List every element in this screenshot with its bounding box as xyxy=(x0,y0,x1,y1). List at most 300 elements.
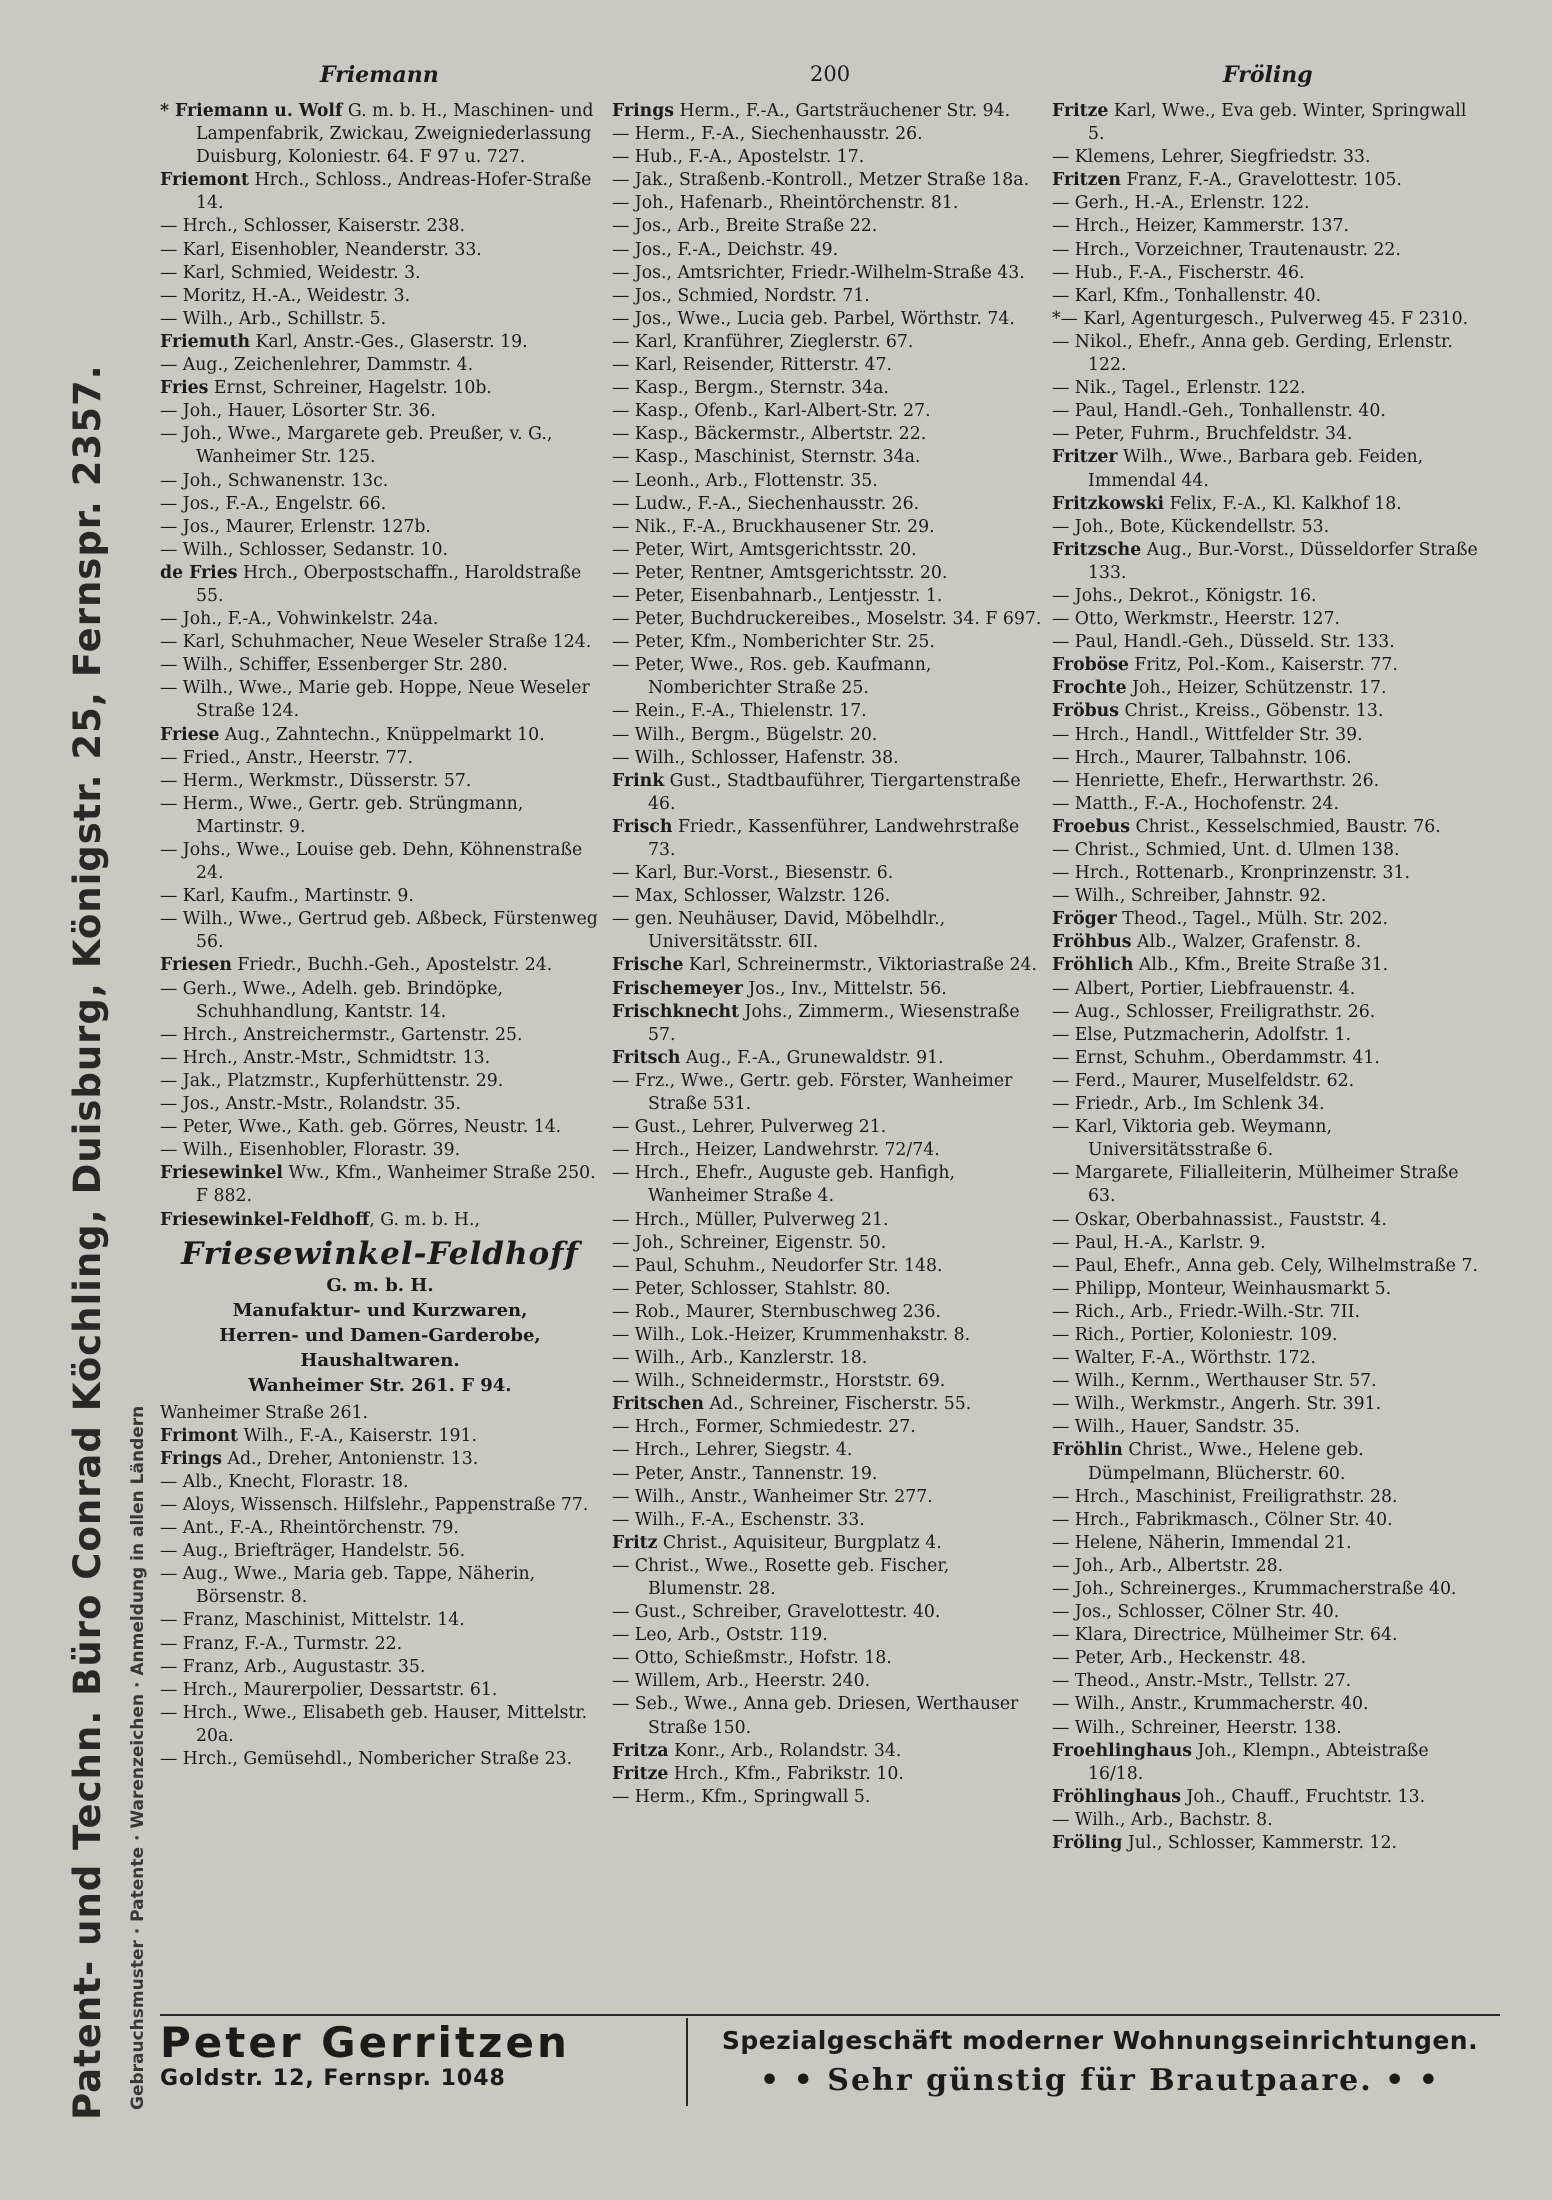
entry-details: — Peter, Rentner, Amtsgerichtsstr. 20. xyxy=(612,562,948,583)
directory-entry xyxy=(160,793,600,839)
directory-entry xyxy=(160,1162,600,1208)
entry-details: — Karl, Schmied, Weidestr. 3. xyxy=(160,262,421,283)
directory-entry xyxy=(612,862,1044,885)
directory-entry xyxy=(612,1255,1044,1278)
entry-details: — Herm., Wwe., Gertr. geb. Strüngmann, Martinstr. 9. xyxy=(160,793,524,837)
directory-entry xyxy=(1052,1393,1484,1416)
entry-details: — Otto, Schießmstr., Hofstr. 18. xyxy=(612,1648,892,1669)
directory-entry xyxy=(1052,308,1484,331)
entry-details: — Hrch., Vorzeichner, Trautenaustr. 22. xyxy=(1052,239,1401,260)
directory-entry xyxy=(1052,1001,1484,1024)
directory-entry xyxy=(1052,677,1484,700)
entry-surname: Fritze xyxy=(1052,101,1109,121)
entry-surname: Frings xyxy=(160,1448,223,1469)
directory-entry xyxy=(1052,1024,1484,1047)
directory-entry xyxy=(160,677,600,723)
entry-details: — Wilh., Arb., Bachstr. 8. xyxy=(1052,1809,1273,1830)
entry-details: — Joh., Hafenarb., Rheintörchenstr. 81. xyxy=(612,193,959,214)
ad-line: Herren- und Damen-Garderobe, xyxy=(219,1324,541,1346)
entry-details: Ww., Kfm., Wanheimer Straße 250. F 882. xyxy=(196,1163,596,1207)
entry-details: — Leo, Arb., Oststr. 119. xyxy=(612,1625,828,1646)
entry-details: — Peter, Wwe., Ros. geb. Kaufmann, Nomberichter Straße 25. xyxy=(612,655,932,699)
entry-details: Jul., Schlosser, Kammerstr. 12. xyxy=(1122,1833,1397,1854)
directory-entry xyxy=(612,1001,1044,1047)
directory-entry xyxy=(160,724,600,747)
directory-entry xyxy=(160,1540,600,1563)
entry-details: G. m. b. H., Maschinen- und Lampenfabrik, Zwickau, Zweigniederlassung Duisburg, Koloniestr. 64. F 97 u. 727. xyxy=(196,101,594,168)
directory-entry xyxy=(160,978,600,1024)
directory-entry xyxy=(1052,1693,1484,1716)
entry-details: — Hrch., Former, Schmiedestr. 27. xyxy=(612,1417,916,1438)
directory-entry xyxy=(160,1093,600,1116)
directory-entry xyxy=(160,1563,600,1609)
directory-entry xyxy=(160,954,600,977)
entry-surname: Fröling xyxy=(1052,1833,1123,1854)
directory-entry xyxy=(612,700,1044,723)
directory-entry xyxy=(1052,1232,1484,1255)
entry-details: Theod., Tagel., Mülh. Str. 202. xyxy=(1116,909,1388,930)
entry-details: Ad., Dreher, Antonienstr. 13. xyxy=(222,1448,479,1469)
entry-details: — Hrch., Gemüsehdl., Nombericher Straße 23. xyxy=(160,1749,573,1769)
entry-details: Johs., Zimmerm., Wiesenstraße 57. xyxy=(648,1001,1020,1045)
entry-surname: Friesewinkel xyxy=(160,1163,283,1184)
entry-details: — Peter, Schlosser, Stahlstr. 80. xyxy=(612,1278,891,1299)
ad-line: G. m. b. H. xyxy=(326,1274,434,1296)
entry-details: Franz, F.-A., Gravelottestr. 105. xyxy=(1121,170,1402,191)
furniture-advertisement xyxy=(700,2026,1500,2106)
directory-entry xyxy=(612,539,1044,562)
directory-entry xyxy=(612,192,1044,215)
entry-details: — Wilh., Wwe., Gertrud geb. Aßbeck, Fürstenweg 56. xyxy=(160,909,598,953)
directory-entry xyxy=(1052,747,1484,770)
directory-entry xyxy=(160,1209,600,1232)
entry-details: — Wilh., Arb., Schillstr. 5. xyxy=(160,308,387,329)
entry-details: *— Karl, Agenturgesch., Pulverweg 45. F 2310. xyxy=(1052,308,1469,329)
entry-details: — Gust., Lehrer, Pulverweg 21. xyxy=(612,1117,887,1138)
directory-entry xyxy=(612,1786,1044,1809)
directory-entry xyxy=(1052,1324,1484,1347)
entry-details: Friedr., Kassenführer, Landwehrstraße 73. xyxy=(648,816,1020,860)
entry-details: — Friedr., Arb., Im Schlenk 34. xyxy=(1052,1094,1325,1115)
entry-details: Wanheimer Straße 261. xyxy=(160,1402,369,1423)
entry-surname: Fröbus xyxy=(1052,701,1119,722)
directory-entry xyxy=(1052,1532,1484,1555)
entry-details: Aug., Bur.-Vorst., Düsseldorfer Straße 133. xyxy=(1088,539,1478,583)
directory-entry xyxy=(612,169,1044,192)
directory-entry xyxy=(1052,1832,1484,1855)
entry-details: — Peter, Buchdruckereibes., Moselstr. 34. F 697. xyxy=(612,609,1042,630)
directory-entry xyxy=(1052,1740,1484,1786)
directory-entry xyxy=(1052,1416,1484,1439)
directory-entry xyxy=(612,516,1044,539)
directory-entry xyxy=(160,239,600,262)
entry-surname: Fritzkowski xyxy=(1052,493,1165,514)
entry-details: Joh., Heizer, Schützenstr. 17. xyxy=(1126,678,1387,699)
directory-entry xyxy=(160,215,600,238)
entry-surname: Fritzsche xyxy=(1052,539,1142,560)
entry-details: — Wilh., Arb., Kanzlerstr. 18. xyxy=(612,1348,868,1369)
directory-entry xyxy=(612,1509,1044,1532)
entry-details: Alb., Kfm., Breite Straße 31. xyxy=(1133,955,1389,976)
entry-details: — Karl, Reisender, Ritterstr. 47. xyxy=(612,355,892,376)
entry-details: — Joh., Hauer, Lösorter Str. 36. xyxy=(160,401,436,422)
entry-details: — Karl, Eisenhobler, Neanderstr. 33. xyxy=(160,239,482,260)
directory-entry xyxy=(1052,1624,1484,1647)
directory-entry xyxy=(612,377,1044,400)
entry-details: — Alb., Knecht, Florastr. 18. xyxy=(160,1471,409,1492)
entry-details: — Joh., Arb., Albertstr. 28. xyxy=(1052,1555,1284,1576)
entry-details: — Christ., Wwe., Rosette geb. Fischer, Blumenstr. 28. xyxy=(612,1555,950,1599)
directory-entry xyxy=(1052,377,1484,400)
entry-surname: Fritschen xyxy=(612,1394,704,1415)
entry-details: Fritz, Pol.-Kom., Kaiserstr. 77. xyxy=(1128,655,1398,676)
entry-details: — gen. Neuhäuser, David, Möbelhdlr., Universitätsstr. 6II. xyxy=(612,909,946,953)
entry-details: — Wilh., Bergm., Bügelstr. 20. xyxy=(612,724,878,745)
entry-details: — Jos., Schmied, Nordstr. 71. xyxy=(612,285,870,306)
entry-details: — Henriette, Ehefr., Herwarthstr. 26. xyxy=(1052,770,1380,791)
entry-surname: Fritzer xyxy=(1052,447,1118,468)
directory-entry xyxy=(612,885,1044,908)
entry-details: — Kasp., Bergm., Sternstr. 34a. xyxy=(612,378,889,399)
entry-details: Jos., Inv., Mittelstr. 56. xyxy=(742,978,947,999)
directory-entry xyxy=(612,1416,1044,1439)
entry-details: Konr., Arb., Rolandstr. 34. xyxy=(668,1740,902,1761)
entry-details: — Hrch., Heizer, Kammerstr. 137. xyxy=(1052,216,1350,237)
directory-entry xyxy=(1052,100,1484,146)
side-ad-main-text: Patent- und Techn. Büro Conrad Köchling, Duisburg, Königstr. 25, Fernspr. 2357. xyxy=(66,364,109,2120)
entry-details: — Klemens, Lehrer, Siegfriedstr. 33. xyxy=(1052,147,1371,168)
directory-entry xyxy=(1052,1717,1484,1740)
directory-entry xyxy=(1052,331,1484,377)
directory-entry xyxy=(1052,700,1484,723)
entry-details: — Hrch., Maurerpolier, Dessartstr. 61. xyxy=(160,1679,498,1700)
directory-entry xyxy=(1052,1301,1484,1324)
directory-entry xyxy=(160,608,600,631)
directory-entry xyxy=(1052,239,1484,262)
directory-entry xyxy=(612,239,1044,262)
directory-entry xyxy=(1052,1370,1484,1393)
entry-details: — Joh., Schreiner, Eigenstr. 50. xyxy=(612,1232,887,1253)
directory-entry xyxy=(612,585,1044,608)
directory-entry xyxy=(1052,978,1484,1001)
entry-surname: Fritz xyxy=(612,1532,658,1553)
entry-details: — Paul, Ehefr., Anna geb. Cely, Wilhelmstraße 7. xyxy=(1052,1255,1478,1276)
entry-surname: Friesewinkel-Feldhoff xyxy=(160,1209,370,1230)
entry-details: — Albert, Portier, Liebfrauenstr. 4. xyxy=(1052,978,1356,999)
entry-details: — Otto, Werkmstr., Heerstr. 127. xyxy=(1052,609,1340,630)
directory-entry xyxy=(1052,400,1484,423)
entry-details: — Peter, Eisenbahnarb., Lentjesstr. 1. xyxy=(612,585,943,606)
directory-entry xyxy=(1052,1786,1484,1809)
entry-surname: Fröger xyxy=(1052,909,1117,930)
directory-entry xyxy=(1052,146,1484,169)
entry-details: — Theod., Anstr.-Mstr., Tellstr. 27. xyxy=(1052,1671,1352,1692)
directory-entry xyxy=(612,215,1044,238)
entry-details: — Max, Schlosser, Walzstr. 126. xyxy=(612,886,891,907)
directory-entry xyxy=(1052,1486,1484,1509)
entry-details: Karl, Wwe., Eva geb. Winter, Springwall 5. xyxy=(1088,101,1467,145)
entry-surname: Frischknecht xyxy=(612,1001,740,1022)
directory-entry xyxy=(612,724,1044,747)
gerritzen-advertisement xyxy=(160,2020,680,2100)
entry-details: — Wilh., Schneidermstr., Horststr. 69. xyxy=(612,1371,946,1392)
directory-entry xyxy=(612,1763,1044,1786)
entry-details: Karl, Anstr.-Ges., Glaserstr. 19. xyxy=(250,331,528,352)
entry-details: — Nik., F.-A., Bruckhausener Str. 29. xyxy=(612,516,935,537)
directory-entry xyxy=(612,262,1044,285)
entry-details: — Walter, F.-A., Wörthstr. 172. xyxy=(1052,1348,1316,1369)
directory-entry xyxy=(612,1209,1044,1232)
directory-entry xyxy=(612,1555,1044,1601)
gerritzen-address: Goldstr. 12, Fernspr. 1048 xyxy=(160,2066,506,2091)
directory-entry xyxy=(160,1609,600,1632)
entry-details: — Jos., Wwe., Lucia geb. Parbel, Wörthstr. 74. xyxy=(612,308,1015,329)
entry-details: Alb., Walzer, Grafenstr. 8. xyxy=(1131,932,1362,953)
directory-entry xyxy=(160,493,600,516)
entry-details: — Karl, Kaufm., Martinstr. 9. xyxy=(160,886,414,907)
directory-entry xyxy=(612,446,1044,469)
directory-entry xyxy=(160,1139,600,1162)
entry-details: — Wilh., F.-A., Eschenstr. 33. xyxy=(612,1509,865,1530)
entry-details: Wilh., F.-A., Kaiserstr. 191. xyxy=(238,1425,477,1446)
entry-details: — Rich., Arb., Friedr.-Wilh.-Str. 7II. xyxy=(1052,1301,1360,1322)
directory-entry xyxy=(160,100,600,169)
directory-entry xyxy=(612,1116,1044,1139)
directory-entry xyxy=(612,331,1044,354)
entry-details: — Nikol., Ehefr., Anna geb. Gerding, Erlenstr. 122. xyxy=(1052,331,1453,376)
entry-details: — Peter, Wwe., Kath. geb. Görres, Neustr. 14. xyxy=(160,1117,562,1138)
entry-details: — Wilh., Kernm., Werthauser Str. 57. xyxy=(1052,1371,1377,1392)
ad-company-name: Friesewinkel-Feldhoff xyxy=(181,1235,579,1272)
directory-entry xyxy=(160,1494,600,1517)
entry-details: — Helene, Näherin, Immendal 21. xyxy=(1052,1532,1352,1553)
directory-entry xyxy=(160,1024,600,1047)
entry-surname: Fröhbus xyxy=(1052,932,1132,953)
entry-details: — Franz, Arb., Augustastr. 35. xyxy=(160,1656,426,1677)
directory-entry xyxy=(612,1439,1044,1462)
entry-details: — Hrch., Anstreichermstr., Gartenstr. 25. xyxy=(160,1024,523,1045)
entry-details: — Aug., Briefträger, Handelstr. 56. xyxy=(160,1541,466,1562)
directory-entry xyxy=(612,354,1044,377)
entry-surname: Frimont xyxy=(160,1425,238,1446)
directory-entry xyxy=(160,1425,600,1448)
column-3-entries xyxy=(1052,100,1484,1855)
column-2 xyxy=(612,100,1044,2080)
directory-entry xyxy=(160,1679,600,1702)
directory-entry xyxy=(612,908,1044,954)
entry-details: — Wilh., Schlosser, Sedanstr. 10. xyxy=(160,539,448,560)
entry-details: — Joh., Schwanenstr. 13c. xyxy=(160,470,389,491)
entry-details: Ernst, Schreiner, Hagelstr. 10b. xyxy=(208,378,492,399)
directory-entry xyxy=(1052,1047,1484,1070)
entry-details: Wilh., Wwe., Barbara geb. Feiden, Immendal 44. xyxy=(1088,447,1424,491)
entry-details: — Rob., Maurer, Sternbuschweg 236. xyxy=(612,1301,942,1322)
entry-details: — Wilh., Schreiber, Jahnstr. 92. xyxy=(1052,886,1327,907)
directory-entry xyxy=(612,1278,1044,1301)
entry-details: — Christ., Schmied, Unt. d. Ulmen 138. xyxy=(1052,840,1400,860)
entry-details: Christ., Kesselschmied, Baustr. 76. xyxy=(1129,816,1441,837)
directory-entry xyxy=(160,1702,600,1748)
entry-details: — Karl, Kranführer, Zieglerstr. 67. xyxy=(612,331,914,352)
directory-entry xyxy=(612,1486,1044,1509)
entry-details: — Wilh., Schiffer, Essenberger Str. 280. xyxy=(160,655,508,676)
directory-entry xyxy=(1052,1509,1484,1532)
furniture-ad-slogan: • • Sehr günstig für Brautpaare. • • xyxy=(760,2063,1440,2098)
entry-details: Christ., Wwe., Helene geb. Dümpelmann, Blücherstr. 60. xyxy=(1088,1440,1364,1484)
column-2-entries xyxy=(612,100,1044,1809)
entry-surname: Fröhlich xyxy=(1052,955,1134,976)
directory-entry xyxy=(1052,816,1484,839)
entry-details: Hrch., Schloss., Andreas-Hofer-Straße 14. xyxy=(196,170,592,214)
directory-entry xyxy=(1052,1255,1484,1278)
entry-surname: Frischemeyer xyxy=(612,978,743,999)
entry-details: — Else, Putzmacherin, Adolfstr. 1. xyxy=(1052,1024,1351,1045)
directory-entry xyxy=(1052,839,1484,862)
directory-entry xyxy=(160,908,600,954)
directory-entry xyxy=(160,885,600,908)
entry-details: — Aug., Zeichenlehrer, Dammstr. 4. xyxy=(160,355,474,376)
directory-entry xyxy=(1052,724,1484,747)
entry-details: Gust., Stadtbauführer, Tiergartenstraße 46. xyxy=(648,770,1021,814)
entry-details: — Nik., Tagel., Erlenstr. 122. xyxy=(1052,378,1306,399)
directory-entry xyxy=(160,400,600,423)
entry-surname: Fröhlinghaus xyxy=(1052,1786,1181,1807)
directory-entry xyxy=(612,1463,1044,1486)
entry-details: — Hrch., Schlosser, Kaiserstr. 238. xyxy=(160,216,466,237)
directory-entry xyxy=(1052,423,1484,446)
directory-entry xyxy=(612,1301,1044,1324)
entry-details: — Joh., Schreinerges., Krummacherstraße 40. xyxy=(1052,1579,1457,1599)
directory-entry xyxy=(1052,1209,1484,1232)
entry-details: Christ., Aquisiteur, Burgplatz 4. xyxy=(657,1532,942,1553)
directory-entry xyxy=(1052,446,1484,492)
entry-details: — Frz., Wwe., Gertr. geb. Förster, Wanheimer Straße 531. xyxy=(612,1070,1013,1115)
directory-entry xyxy=(1052,539,1484,585)
directory-entry xyxy=(160,331,600,354)
entry-details: — Ludw., F.-A., Siechenhausstr. 26. xyxy=(612,493,920,514)
directory-entry xyxy=(612,1740,1044,1763)
entry-details: — Herm., F.-A., Siechenhausstr. 26. xyxy=(612,124,923,145)
entry-details: — Hrch., Rottenarb., Kronprinzenstr. 31. xyxy=(1052,863,1410,884)
directory-entry xyxy=(612,1370,1044,1393)
entry-details: — Peter, Wirt, Amtsgerichtsstr. 20. xyxy=(612,539,917,560)
gerritzen-name: Peter Gerritzen xyxy=(160,2018,570,2067)
directory-entry xyxy=(1052,1116,1484,1162)
entry-surname: Friemont xyxy=(160,170,249,191)
entry-details: — Jos., Amtsrichter, Friedr.-Wilhelm-Straße 43. xyxy=(612,262,1025,283)
directory-entry xyxy=(160,1517,600,1540)
entry-surname: * Friemann u. Wolf xyxy=(160,101,343,121)
directory-entry xyxy=(160,516,600,539)
column-1-entries xyxy=(160,100,600,1232)
directory-entry xyxy=(612,146,1044,169)
directory-entry xyxy=(1052,1347,1484,1370)
entry-details: — Jos., F.-A., Deichstr. 49. xyxy=(612,239,839,260)
entry-surname: Fries xyxy=(160,378,209,399)
directory-entry xyxy=(612,1532,1044,1555)
directory-entry xyxy=(1052,493,1484,516)
entry-details: — Hrch., Handl., Wittfelder Str. 39. xyxy=(1052,724,1363,745)
entry-details: — Wilh., Anstr., Wanheimer Str. 277. xyxy=(612,1486,933,1507)
directory-entry xyxy=(612,816,1044,862)
entry-details: , G. m. b. H., xyxy=(369,1209,480,1230)
directory-entry xyxy=(1052,954,1484,977)
entry-surname: Friesen xyxy=(160,955,232,976)
directory-entry xyxy=(1052,169,1484,192)
entry-details: — Peter, Fuhrm., Bruchfeldstr. 34. xyxy=(1052,424,1353,445)
column-3 xyxy=(1052,100,1484,2080)
directory-entry xyxy=(1052,770,1484,793)
entry-surname: de Fries xyxy=(160,562,238,583)
entry-details: Joh., Klempn., Abteistraße 16/18. xyxy=(1088,1740,1429,1784)
entry-details: — Fried., Anstr., Heerstr. 77. xyxy=(160,747,414,768)
directory-entry xyxy=(160,1116,600,1139)
entry-details: — Herm., Werkmstr., Düsserstr. 57. xyxy=(160,770,472,791)
entry-details: — Johs., Dekrot., Königstr. 16. xyxy=(1052,585,1317,606)
entry-details: — Wilh., Anstr., Krummacherstr. 40. xyxy=(1052,1694,1369,1715)
entry-details: — Aug., Wwe., Maria geb. Tappe, Näherin, Börsenstr. 8. xyxy=(160,1564,536,1608)
directory-entry xyxy=(612,1070,1044,1116)
entry-details: — Aug., Schlosser, Freiligrathstr. 26. xyxy=(1052,1001,1376,1022)
entry-details: — Peter, Arb., Heckenstr. 48. xyxy=(1052,1648,1307,1669)
directory-entry xyxy=(1052,1555,1484,1578)
entry-surname: Frings xyxy=(612,101,675,121)
entry-details: — Karl, Schuhmacher, Neue Weseler Straße 124. xyxy=(160,632,592,653)
entry-surname: Fritze xyxy=(612,1763,669,1784)
ad-line: Wanheimer Str. 261. F 94. xyxy=(248,1374,512,1396)
directory-entry xyxy=(1052,793,1484,816)
entry-details: — Franz, F.-A., Turmstr. 22. xyxy=(160,1633,403,1654)
directory-entry xyxy=(612,400,1044,423)
entry-details: — Wilh., Schlosser, Hafenstr. 38. xyxy=(612,747,899,768)
directory-entry xyxy=(160,262,600,285)
entry-surname: Froböse xyxy=(1052,655,1129,676)
entry-details: — Joh., F.-A., Vohwinkelstr. 24a. xyxy=(160,609,439,630)
directory-entry xyxy=(160,539,600,562)
directory-entry xyxy=(612,308,1044,331)
directory-entry xyxy=(612,285,1044,308)
directory-entry xyxy=(160,747,600,770)
ad-line: Haushaltwaren. xyxy=(300,1349,460,1371)
directory-entry xyxy=(612,978,1044,1001)
directory-entry xyxy=(612,954,1044,977)
entry-details: Friedr., Buchh.-Geh., Apostelstr. 24. xyxy=(231,955,553,976)
directory-entry xyxy=(160,654,600,677)
directory-entry xyxy=(160,1471,600,1494)
entry-details: — Karl, Bur.-Vorst., Biesenstr. 6. xyxy=(612,863,894,884)
directory-entry xyxy=(1052,1278,1484,1301)
directory-entry xyxy=(160,631,600,654)
directory-entry xyxy=(1052,931,1484,954)
directory-entry xyxy=(160,423,600,469)
directory-entry xyxy=(1052,654,1484,677)
entry-details: — Jos., Maurer, Erlenstr. 127b. xyxy=(160,516,431,537)
entry-surname: Fritza xyxy=(612,1740,669,1761)
entry-details: — Moritz, H.-A., Weidestr. 3. xyxy=(160,285,411,306)
directory-entry xyxy=(612,100,1044,123)
entry-details: — Karl, Viktoria geb. Weymann, Universitätsstraße 6. xyxy=(1052,1117,1332,1161)
entry-surname: Fritzen xyxy=(1052,170,1121,191)
entry-details: — Wilh., Werkmstr., Angerh. Str. 391. xyxy=(1052,1394,1382,1415)
side-advertisement xyxy=(60,100,160,2120)
entry-surname: Fritsch xyxy=(612,1047,681,1068)
directory-entry xyxy=(160,839,600,885)
entry-details: — Hrch., Lehrer, Siegstr. 4. xyxy=(612,1440,853,1461)
entry-details: — Hub., F.-A., Apostelstr. 17. xyxy=(612,147,865,168)
column-1-entries-continued xyxy=(160,1402,600,1772)
directory-entry xyxy=(160,562,600,608)
entry-details: Karl, Schreinermstr., Viktoriastraße 24. xyxy=(683,955,1037,976)
